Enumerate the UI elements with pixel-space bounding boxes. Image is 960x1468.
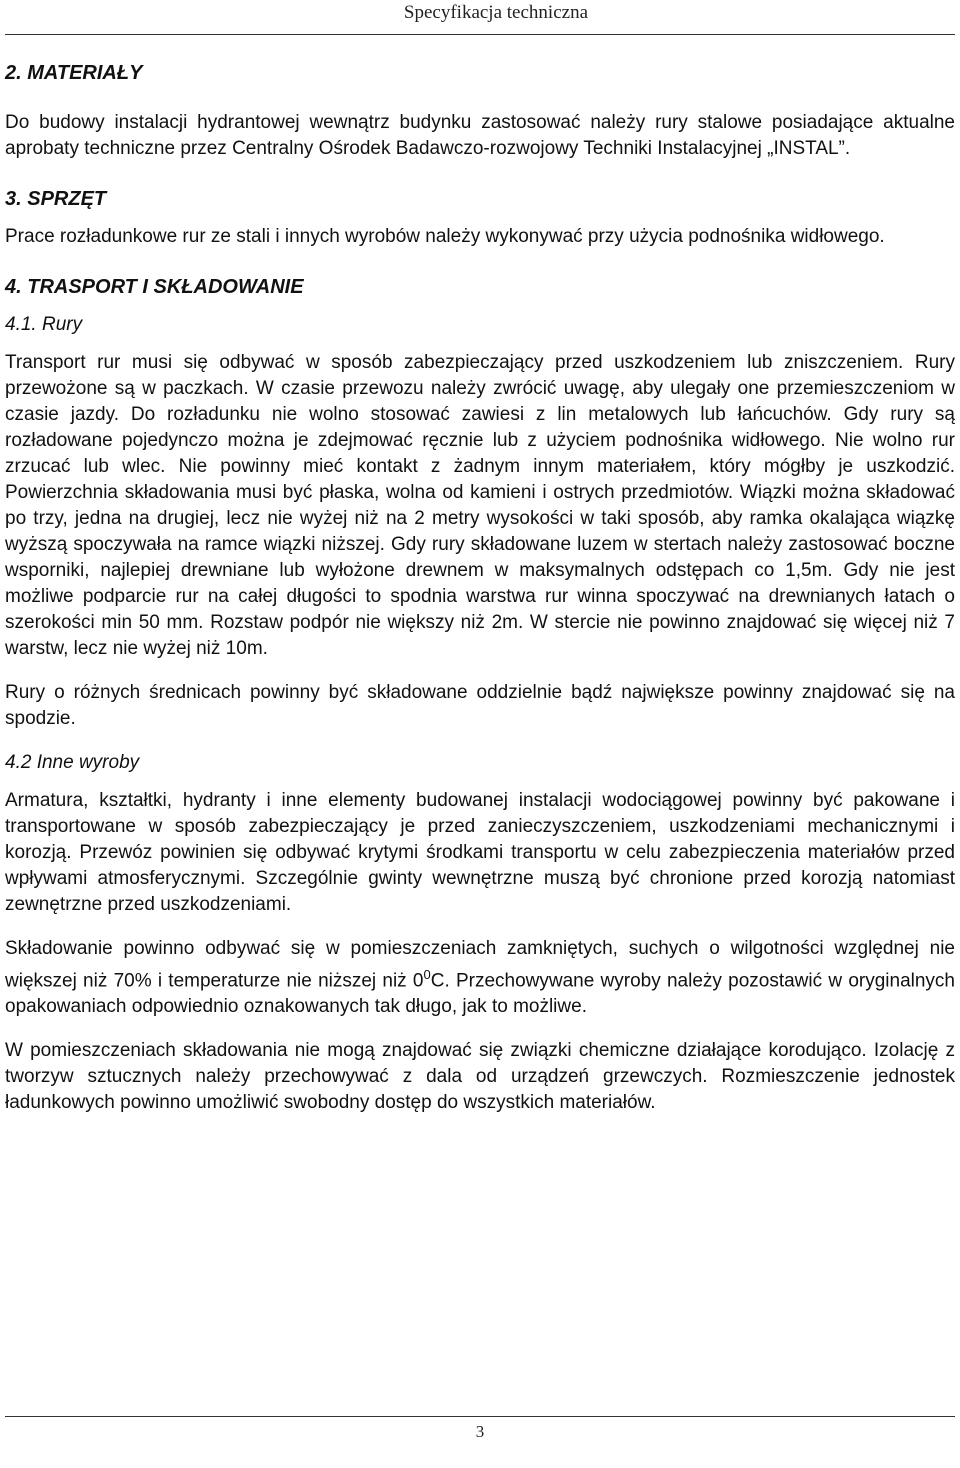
section-heading-materials: 2. MATERIAŁY	[5, 62, 143, 84]
storage-text-b: C. Przechowywane wyroby należy pozostawić w oryginalnych opakowaniach odpowiednio oznakowanych tak długo, jak to możliwe.	[5, 970, 955, 1018]
footer-rule	[5, 1416, 955, 1417]
equipment-paragraph: Prace rozładunkowe rur ze stali i innych wyrobów należy wykonywać przy użycia podnośnika widłowego.	[5, 226, 885, 247]
header-rule	[5, 34, 955, 35]
page-number: 3	[475, 1422, 485, 1441]
chemicals-paragraph: W pomieszczeniach składowania nie mogą znajdować się związki chemiczne działające korodująco. Izolację z tworzyw sztucznych należy przechowywać z dala od urządzeń grzewczych. Rozmieszczenie jednostek ładunkowych powinno umożliwić swobodny dostęp do wszystkich materiałów.	[5, 1040, 955, 1114]
materials-paragraph: Do budowy instalacji hydrantowej wewnątrz budynku zastosować należy rury stalowe posiadające aktualne aprobaty techniczne przez Centralny Ośrodek Badawczo-rozwojowy Techniki Instalacyjnej „INSTAL”.	[5, 112, 955, 159]
pipes-paragraph: Transport rur musi się odbywać w sposób zabezpieczający przed uszkodzeniem lub zniszczeniem. Rury przewożone są w paczkach. W czasie przewozu należy zwrócić uwagę, aby ulegały one przemieszczeniom w czasie jazdy. Do rozładunku nie wolno stosować zawiesi z lin metalowych lub łańcuchów. Gdy rury są rozładowane pojedynczo można je zdejmować ręcznie lub z użyciem podnośnika widłowego. Nie wolno rur zrzucać lub wlec. Nie powinny mieć kontakt z żadnym innym materiałem, który mógłby je uszkodzić. Powierzchnia składowania musi być płaska, wolna od kamieni i ostrych przedmiotów. Wiązki można składować po trzy, jedna na drugiej, lecz nie wyżej niż na 2 metry wysokości w taki sposób, aby ramka okalająca wiązkę wyższą spoczywała na ramce wiązki niższej. Gdy rury składowane luzem w stertach należy zastosować boczne wsporniki, najlepiej drewniane lub wyłożone drewnem w maksymalnych odstępach co 1,5m. Gdy nie jest możliwe podparcie rur na całej długości to spodnia warstwa rur winna spoczywać na drewnianych łatach o szerokości min 50 mm. Rozstaw podpór nie większy niż 2m. W stercie nie powinno znajdować się więcej niż 7 warstw, lecz nie wyżej niż 10m.	[5, 352, 955, 659]
subheading-other-products: 4.2 Inne wyroby	[5, 752, 140, 773]
section-heading-transport: 4. TRASPORT I SKŁADOWANIE	[5, 276, 304, 298]
document-body	[5, 60, 955, 1116]
section-heading-equipment: 3. SPRZĘT	[5, 188, 107, 210]
storage-text-a: Składowanie powinno odbywać się w pomieszczeniach zamkniętych, suchych o wilgotności względnej nie większej niż 70% i temperaturze nie niższej niż 0	[5, 938, 955, 992]
other-products-paragraph: Armatura, kształtki, hydranty i inne elementy budowanej instalacji wodociągowej powinny być pakowane i transportowane w sposób zabezpieczający je przed zanieczyszczeniem, uszkodzeniami mechanicznymi i korozją. Przewóz powinien się odbywać krytymi środkami transportu w celu zabezpieczenia materiałów przed wpływami atmosferycznymi. Szczególnie gwinty wewnętrzne muszą być chronione przed korozją natomiast zewnętrzne przed uszkodzeniami.	[5, 790, 955, 915]
diameters-paragraph: Rury o różnych średnicach powinny być składowane oddzielnie bądź największe powinny znajdować się na spodzie.	[5, 682, 955, 729]
storage-paragraph	[5, 936, 955, 1020]
running-header: Specyfikacja techniczna	[403, 2, 588, 23]
degree-superscript: 0	[423, 967, 431, 982]
subheading-pipes: 4.1. Rury	[5, 314, 83, 335]
